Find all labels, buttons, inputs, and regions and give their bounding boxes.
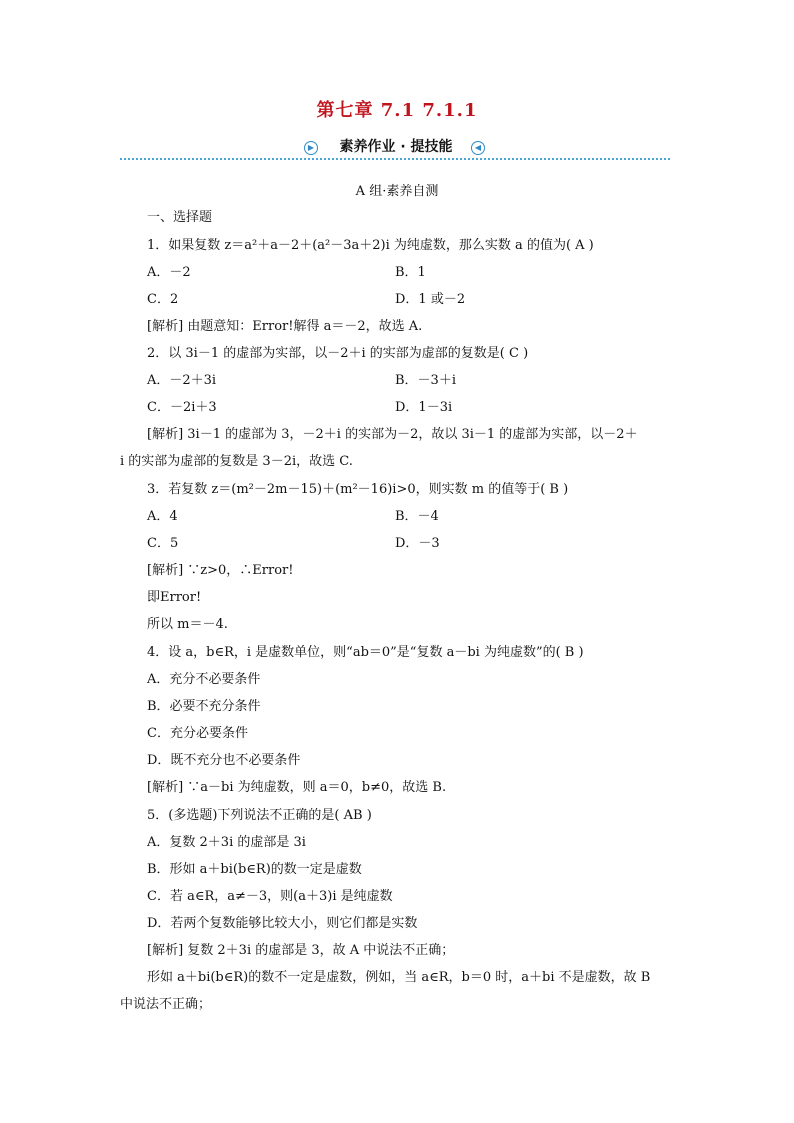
q3-option-c: C．5 bbox=[147, 536, 179, 551]
q2-option-d: D．1－3i bbox=[395, 400, 453, 415]
q4-option-b: B．必要不充分条件 bbox=[147, 699, 261, 714]
section-heading: 一、选择题 bbox=[147, 210, 213, 225]
q3-explanation-line-1: [解析] ∵z>0，∴Error! bbox=[147, 563, 294, 578]
question-2: 2．以 3i－1 的虚部为实部，以－2＋i 的实部为虚部的复数是( C ) bbox=[147, 346, 529, 361]
q5-explanation-line-1: [解析] 复数 2＋3i 的虚部是 3，故 A 中说法不正确； bbox=[147, 943, 455, 958]
play-right-icon: ▶ bbox=[304, 141, 318, 155]
q2-explanation-line-2: i 的实部为虚部的复数是 3－2i，故选 C. bbox=[120, 454, 353, 469]
q2-option-a: A．－2＋3i bbox=[147, 373, 217, 388]
banner-dotted-rule bbox=[120, 158, 670, 160]
q5-option-d: D．若两个复数能够比较大小，则它们都是实数 bbox=[147, 916, 418, 931]
section-banner bbox=[120, 136, 670, 162]
q4-option-d: D．既不充分也不必要条件 bbox=[147, 753, 301, 768]
q4-option-a: A．充分不必要条件 bbox=[147, 672, 261, 687]
q3-option-d: D．－3 bbox=[395, 536, 440, 551]
chapter-title: 第七章 7.1 7.1.1 bbox=[316, 100, 478, 121]
question-4: 4．设 a，b∈R，i 是虚数单位，则“ab＝0”是“复数 a－bi 为纯虚数”的( B ) bbox=[147, 645, 584, 660]
q1-explanation: [解析] 由题意知：Error!解得 a＝－2，故选 A. bbox=[147, 319, 423, 334]
q4-explanation: [解析] ∵a－bi 为纯虚数，则 a＝0，b≠0，故选 B. bbox=[147, 780, 447, 795]
q3-option-a: A．4 bbox=[147, 509, 178, 524]
q3-option-b: B．－4 bbox=[395, 509, 439, 524]
q5-option-b: B．形如 a＋bi(b∈R)的数一定是虚数 bbox=[147, 862, 362, 877]
q2-option-c: C．－2i＋3 bbox=[147, 400, 217, 415]
q1-option-d: D．1 或－2 bbox=[395, 292, 466, 307]
q1-option-b: B．1 bbox=[395, 265, 426, 280]
q5-explanation-line-3: 中说法不正确； bbox=[120, 997, 212, 1012]
q5-explanation-line-2: 形如 a＋bi(b∈R)的数不一定是虚数，例如，当 a∈R，b＝0 时，a＋bi 不是虚数，故 B bbox=[147, 970, 651, 985]
question-1: 1．如果复数 z＝a²＋a－2＋(a²－3a＋2)i 为纯虚数，那么实数 a 的值为( A ) bbox=[147, 238, 594, 253]
q1-option-c: C．2 bbox=[147, 292, 179, 307]
q5-option-c: C．若 a∈R，a≠－3，则(a＋3)i 是纯虚数 bbox=[147, 889, 393, 904]
banner-label: 素养作业 · 提技能 bbox=[301, 136, 491, 158]
q5-option-a: A．复数 2＋3i 的虚部是 3i bbox=[147, 835, 306, 850]
q1-option-a: A．－2 bbox=[147, 265, 191, 280]
q2-explanation-line-1: [解析] 3i－1 的虚部为 3，－2＋i 的实部为－2，故以 3i－1 的虚部为实部，以－2＋ bbox=[147, 427, 638, 442]
question-5: 5．(多选题)下列说法不正确的是( AB ) bbox=[147, 808, 372, 823]
play-left-icon: ◀ bbox=[471, 141, 485, 155]
q4-option-c: C．充分必要条件 bbox=[147, 726, 248, 741]
q3-explanation-line-3: 所以 m＝－4. bbox=[147, 617, 228, 632]
q2-option-b: B．－3＋i bbox=[395, 373, 456, 388]
q3-explanation-line-2: 即Error! bbox=[147, 590, 202, 605]
group-title: A 组·素养自测 bbox=[355, 184, 439, 199]
question-3: 3．若复数 z＝(m²－2m－15)＋(m²－16)i>0，则实数 m 的值等于( B ) bbox=[147, 482, 569, 497]
